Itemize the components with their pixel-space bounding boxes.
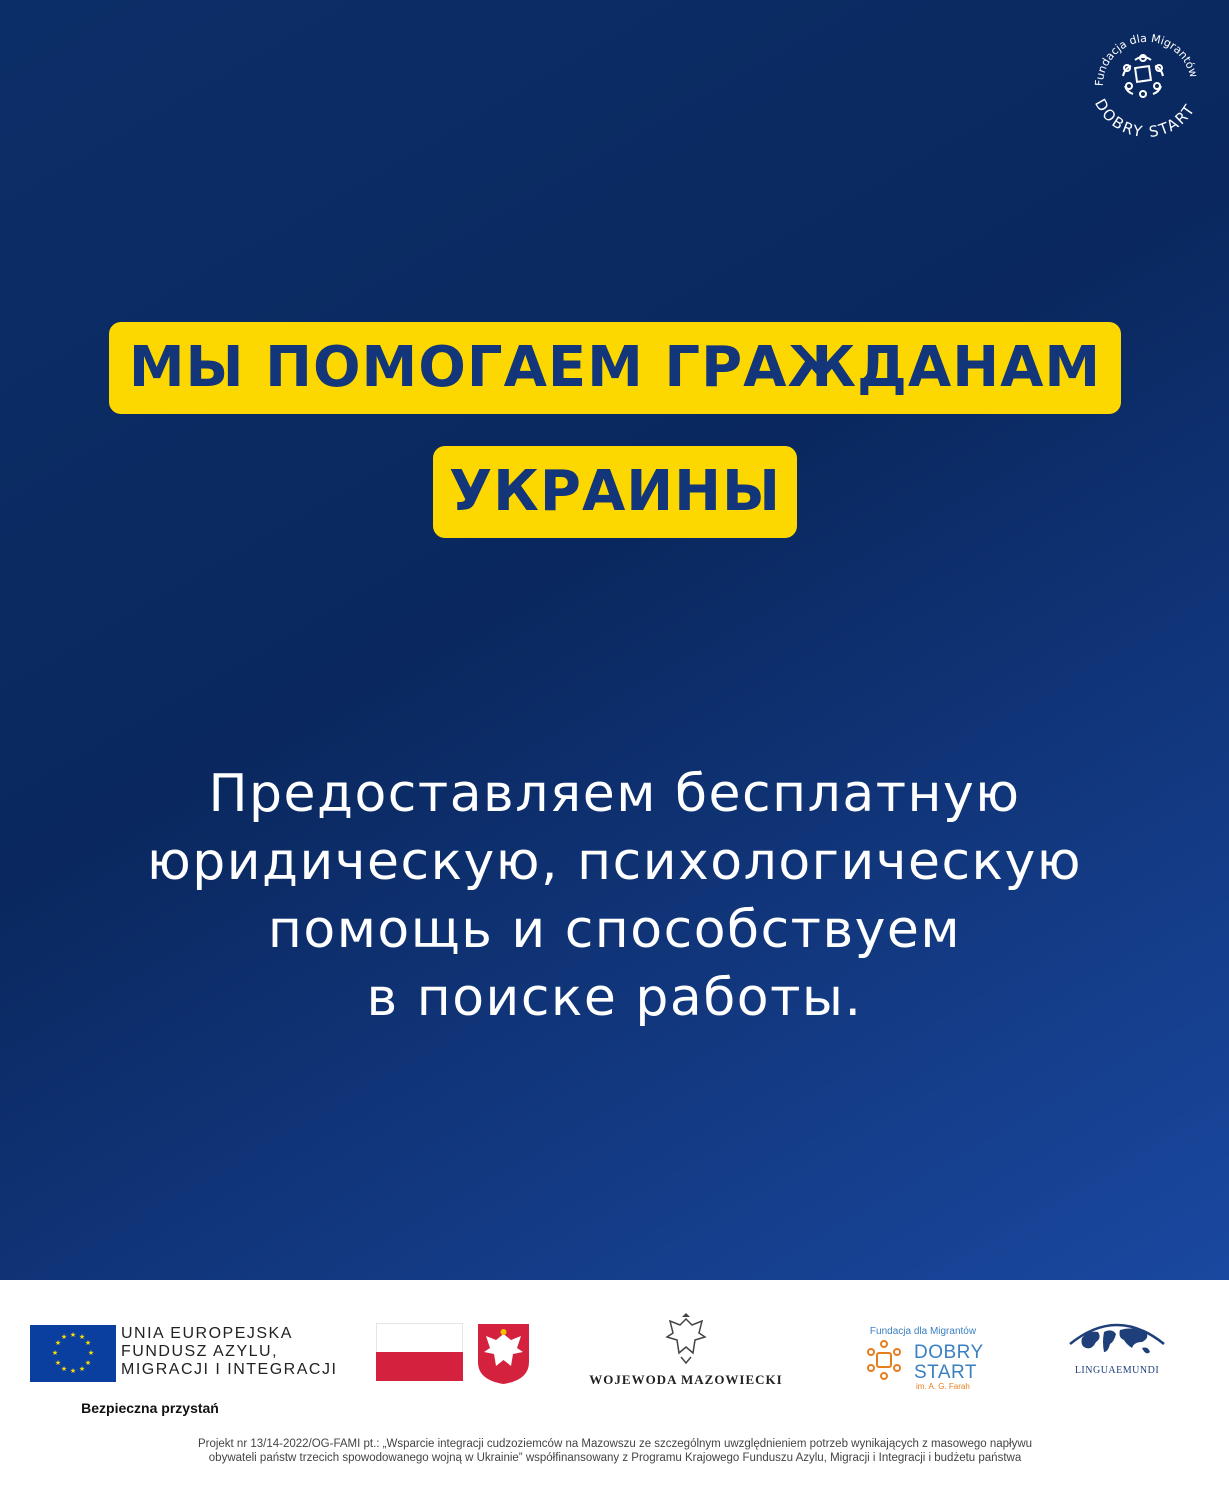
svg-text:★: ★ — [54, 1359, 62, 1367]
poland-flag-icon — [376, 1323, 463, 1381]
lead-line: Предоставляем бесплатную — [208, 764, 1021, 824]
svg-text:★: ★ — [69, 1331, 77, 1339]
dobry-start-word-1: DOBRY — [914, 1342, 984, 1363]
headline-line-2: УКРАИНЫ — [433, 446, 797, 538]
project-line: obywateli państw trzecich spowodowanego wojną w Ukrainie” współfinansowany z Programu Krajowego Funduszu Azylu, Migracji i Integracji i budżetu państwa — [208, 1452, 1022, 1464]
svg-text:Fundacja dla Migrantów: Fundacja dla Migrantów — [1092, 31, 1201, 87]
svg-text:★: ★ — [60, 1365, 68, 1373]
headline-line-1: МЫ ПОМОГАЕМ ГРАЖДАНАМ — [109, 322, 1121, 414]
svg-text:★: ★ — [60, 1333, 68, 1341]
eu-flag-icon — [30, 1325, 116, 1382]
eu-fund-text — [121, 1325, 337, 1379]
svg-text:★: ★ — [69, 1367, 77, 1375]
eu-text-line: FUNDUSZ AZYLU, — [121, 1343, 279, 1360]
sponsor-footer — [0, 1280, 1229, 1485]
lead-line: юридическую, психологическую — [146, 832, 1083, 892]
lingua-mundi-label: LINGUAEMUNDI — [1074, 1365, 1160, 1376]
project-line: Projekt nr 13/14-2022/OG-FAMI pt.: „Wsparcie integracji cudzoziemców na Mazowszu ze szczególnym uwzględnieniem potrzeb wynikających z masowego napływu — [197, 1438, 1033, 1450]
eu-text-line: UNIA EUROPEJSKA — [121, 1325, 293, 1342]
dobry-start-logo — [1083, 20, 1208, 145]
lead-line: помощь и способствуем — [267, 900, 962, 960]
svg-text:★: ★ — [78, 1333, 86, 1341]
wojewoda-label: WOJEWODA MAZOWIECKI — [589, 1372, 783, 1387]
svg-text:★: ★ — [87, 1349, 95, 1357]
svg-text:★: ★ — [51, 1349, 59, 1357]
dobry-start-word-2: START — [914, 1362, 978, 1383]
dobry-start-foundation-label: Fundacja dla Migrantów — [869, 1326, 977, 1337]
dobry-start-sub: im. A. G. Farah — [916, 1382, 970, 1391]
svg-text:★: ★ — [54, 1339, 62, 1347]
eagle-emblem-icon — [664, 1313, 708, 1365]
svg-text:★: ★ — [84, 1339, 92, 1347]
svg-text:★: ★ — [78, 1365, 86, 1373]
svg-text:DOBRY START: DOBRY START — [1091, 95, 1200, 142]
eu-text-line: MIGRACJI I INTEGRACJI — [121, 1361, 338, 1378]
lead-line: в поиске работы. — [366, 968, 863, 1028]
svg-text:★: ★ — [84, 1359, 92, 1367]
poland-emblem-icon — [476, 1322, 531, 1386]
project-info — [120, 1437, 1110, 1465]
eu-caption: Bezpieczna przystań — [81, 1400, 219, 1416]
lead-paragraph — [60, 760, 1169, 1032]
